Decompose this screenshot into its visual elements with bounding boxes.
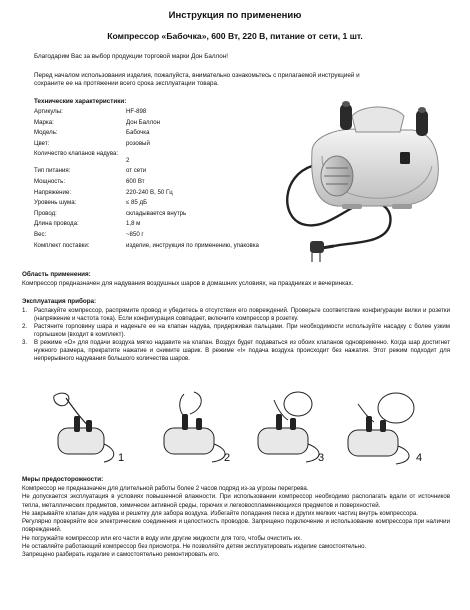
usage-heading: Область применения: xyxy=(22,271,91,278)
list-item xyxy=(22,339,450,362)
step-text: В режиме «О» для подачи воздуха мягко надавите на клапан. Воздух будет подаваться из обоих клапанов одновременно. Когда шар достигнет нужного размера, прекратите нажатие и снимите шарик. В режиме «I» подача воздуха происходит без нажатия. Этот режим подходит для непрерывного надувания большого количества шаров. xyxy=(34,339,450,362)
spec-row xyxy=(34,178,279,189)
spec-value: ≤ 85 дБ xyxy=(126,199,148,207)
list-item: Запрещено разбирать изделие и самостоятельно ремонтировать его. xyxy=(22,551,220,559)
step-2-illustration xyxy=(150,390,250,468)
spec-value: розовый xyxy=(126,139,150,147)
spec-value: ~850 г xyxy=(126,230,144,238)
step-1-illustration xyxy=(46,390,146,468)
spec-value: от сети xyxy=(126,167,147,175)
spec-key: Мощность: xyxy=(34,177,66,185)
figure-number: 2 xyxy=(224,452,231,464)
spec-value: 2 xyxy=(126,157,130,165)
list-item: Регулярно проверяйте все электрические соединения и целостность проводов. Запрещено подключение и использование компрессора при наличии повреждений. xyxy=(22,518,450,534)
spec-value: Дон Баллон xyxy=(126,118,160,126)
figure-number: 1 xyxy=(118,452,125,464)
intro-line-1: Перед началом использования изделия, пожалуйста, внимательно ознакомьтесь с прилагаемой инструкцией и xyxy=(34,72,360,79)
spec-value: 1,8 м xyxy=(126,220,141,228)
list-item: Не оставляйте работающий компрессор без присмотра. Не позволяйте детям эксплуатировать изделие самостоятельно. xyxy=(22,543,367,551)
step-4-illustration xyxy=(338,390,438,468)
spec-row xyxy=(34,108,279,119)
spec-value: 220-240 В, 50 Гц xyxy=(126,188,173,196)
usage-text: Компрессор предназначен для надувания воздушных шаров в домашних условиях, на праздниках и вечеринках. xyxy=(22,280,354,287)
list-item: Не допускается эксплуатация в условиях повышенной влажности. При использовании компрессор необходимо располагать вдали от источников тепла, металлических предметов, химически активной среды, горючих и легковоспламеняющихся предметов и поверхностей. xyxy=(22,493,450,509)
specs-table xyxy=(34,108,279,252)
spec-key: Артикулы: xyxy=(34,108,63,115)
list-item xyxy=(22,307,450,322)
safety-heading: Меры предосторожности: xyxy=(22,476,104,483)
spec-row xyxy=(34,189,279,200)
step-text: Распакуйте компрессор, распрямите провод и убедитесь в отсутствии его повреждений. Проверьте соответствие конфигурации вилки и розетки (напряжение и частота тока). Если конфигурация совпадает, включите компрессор в розетку. xyxy=(34,307,450,322)
step-number: 1. xyxy=(22,307,28,314)
spec-key: Марка: xyxy=(34,118,54,126)
spec-key: Модель: xyxy=(34,129,58,137)
compressor-inflating-balloon-icon xyxy=(46,390,146,468)
specs-heading: Технические характеристики: xyxy=(34,98,127,105)
step-3-illustration xyxy=(244,390,344,468)
operation-steps xyxy=(22,307,450,363)
spec-key: Уровень шума: xyxy=(34,199,77,207)
spec-key: Напряжение: xyxy=(34,188,72,196)
figure-number: 4 xyxy=(416,452,423,464)
product-title: Компрессор «Бабочка», 600 Вт, 220 В, питание от сети, 1 шт. xyxy=(107,31,363,41)
spec-value: 600 Вт xyxy=(126,177,145,185)
spec-key: Провод: xyxy=(34,209,57,217)
spec-row xyxy=(34,242,279,253)
list-item: Не закрывайте клапан для надува и решетку для забора воздуха. Избегайте попадания песка и других мелких частиц внутрь компрессора. xyxy=(22,509,418,517)
spec-key: Комплект поставки: xyxy=(34,241,90,249)
spec-row xyxy=(34,231,279,242)
thanks-text: Благодарим Вас за выбор продукции торговой марки Дон Баллон! xyxy=(34,53,228,60)
spec-value: HF-898 xyxy=(126,108,147,115)
spec-key: Тип питания: xyxy=(34,167,71,175)
list-item: Компрессор не предназначен для длительной работы более 2 часов подряд из-за угрозы перегрева. xyxy=(22,485,309,492)
spec-row xyxy=(34,129,279,140)
spec-row xyxy=(34,167,279,178)
spec-value: изделие, инструкция по применению, упаковка xyxy=(126,241,259,249)
step-number: 3. xyxy=(22,339,28,347)
step-number: 2. xyxy=(22,323,28,331)
spec-key: Количество клапанов надува: xyxy=(34,150,119,158)
spec-row xyxy=(34,119,279,130)
list-item: Не погружайте компрессор или его части в воду или другие жидкости для того, чтобы очистить их. xyxy=(22,534,302,542)
safety-list xyxy=(22,485,450,560)
spec-row xyxy=(34,150,279,167)
spec-key: Вес: xyxy=(34,230,47,238)
spec-value: Бабочка xyxy=(126,129,150,137)
spec-value: складывается внутрь xyxy=(126,209,187,217)
spec-row xyxy=(34,140,279,151)
figure-number: 3 xyxy=(318,452,325,464)
spec-key: Цвет: xyxy=(34,139,50,147)
spec-row xyxy=(34,210,279,221)
operation-heading: Эксплуатация прибора: xyxy=(22,298,97,305)
step-text: Растяните горловину шара и наденьте ее на клапан надува, придерживая пальцами. При необходимости используйте насадку с более узким горлышком (входит в комплект). xyxy=(34,323,450,338)
spec-key: Длина провода: xyxy=(34,220,79,228)
document-title: Инструкция по применению xyxy=(168,10,302,21)
list-item xyxy=(22,323,450,338)
spec-row xyxy=(34,199,279,210)
intro-line-2: сохраните ее на протяжении всего срока эксплуатации товара. xyxy=(34,80,219,87)
compressor-product-image xyxy=(282,96,442,266)
spec-row xyxy=(34,220,279,231)
